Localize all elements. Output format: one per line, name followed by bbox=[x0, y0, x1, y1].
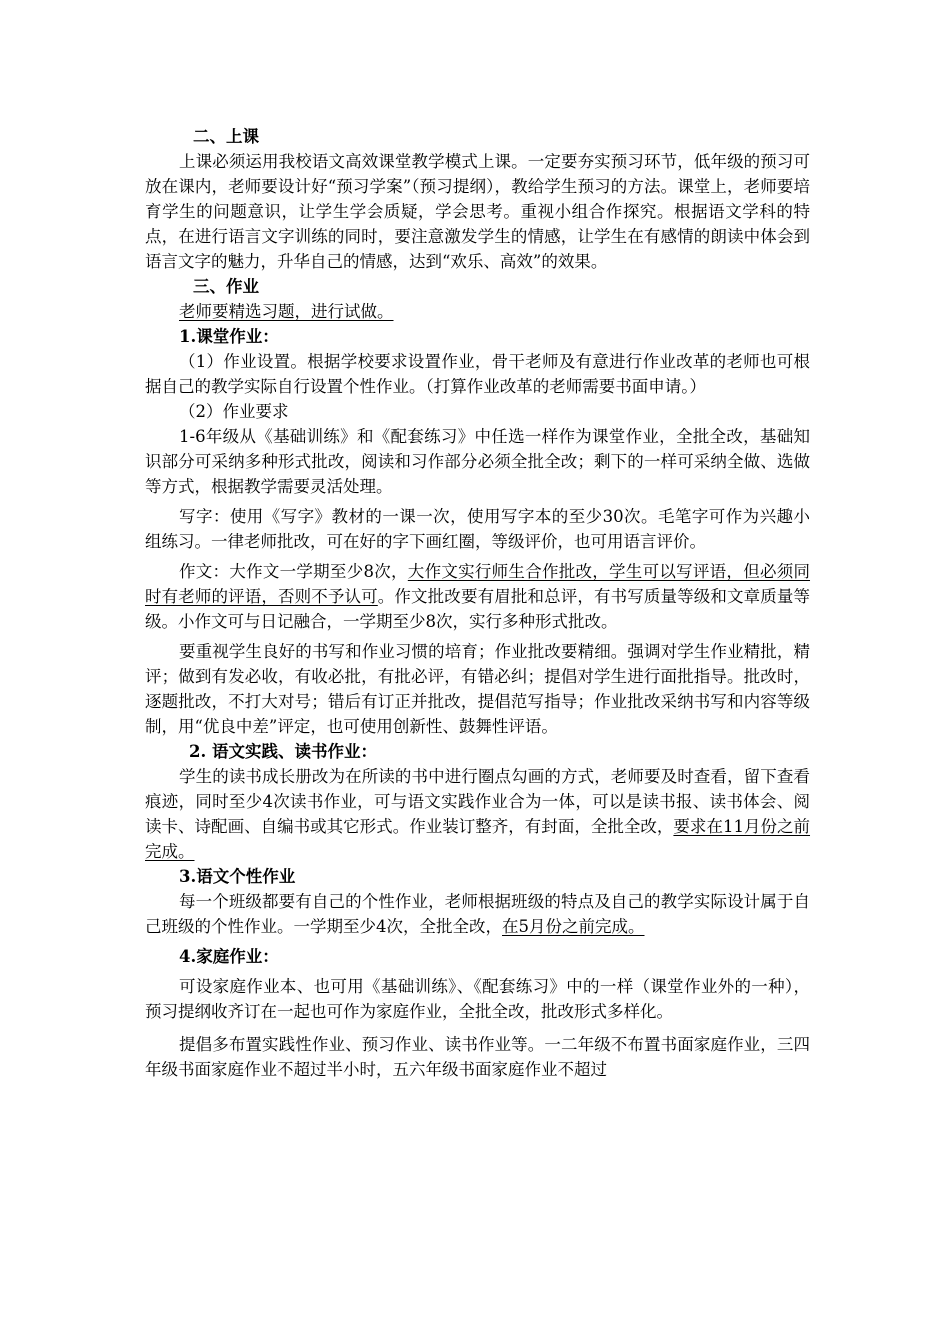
paragraph-classwork-req-title: （2）作业要求 bbox=[179, 402, 289, 421]
subheading-family: 4.家庭作业： bbox=[179, 947, 279, 966]
subheading-reading: 2. 语文实践、读书作业： bbox=[189, 742, 377, 761]
section-heading-class: 二、上课 bbox=[193, 127, 259, 146]
paragraph-habits: 要重视学生良好的书写和作业习惯的培育；作业批改要精细。强调对学生作业精批，精评；做到有发必收，有收必批，有批必评，有错必纠；提倡对学生进行面批指导。批改时，逐题批改，不打大对号；错后有订正并批改，提倡范写指导；作业批改采纳书写和内容等级制，用“优良中差”评定，也可使用创新性、鼓舞性评语。 bbox=[145, 642, 810, 736]
paragraph-homework-intro bbox=[145, 299, 810, 324]
section-heading-homework: 三、作业 bbox=[193, 277, 259, 296]
underlined-reading-deadline: 要求在11月份之前完成。 bbox=[145, 817, 811, 861]
underlined-composition: 大作文实行师生合作批改，学生可以写评语，但必须同时有老师的评语，否则不予认可 bbox=[145, 562, 811, 606]
paragraph-classwork-setup: （1）作业设置。根据学校要求设置作业，骨干老师及有意进行作业改革的老师也可根据自己的教学实际自行设置个性作业。（打算作业改革的老师需要书面申请。） bbox=[145, 352, 810, 396]
subheading-personal: 3.语文个性作业 bbox=[179, 867, 296, 886]
paragraph-classwork-req: 1-6年级从《基础训练》和《配套练习》中任选一样作为课堂作业，全批全改，基础知识部分可采纳多种形式批改，阅读和习作部分必须全批全改；剩下的一样可采纳全做、选做等方式，根据教学需要灵活处理。 bbox=[145, 427, 810, 496]
paragraph-composition: 作文：大作文一学期至少8次，大作文实行师生合作批改，学生可以写评语，但必须同时有老师的评语，否则不予认可。作文批改要有眉批和总评，有书写质量等级和文章质量等级。小作文可与日记融合，一学期至少8次，实行多种形式批改。 bbox=[145, 562, 811, 631]
paragraph-class: 上课必须运用我校语文高效课堂教学模式上课。一定要夯实预习环节，低年级的预习可放在课内，老师要设计好“预习学案”（预习提纲），教给学生预习的方法。课堂上，老师要培育学生的问题意识，让学生学会质疑，学会思考。重视小组合作探究。根据语文学科的特点，在进行语言文字训练的同时，要注意激发学生的情感，让学生在有感情的朗读中体会到语言文字的魅力，升华自己的情感，达到“欢乐、高效”的效果。 bbox=[145, 152, 810, 271]
paragraph-personal: 每一个班级都要有自己的个性作业，老师根据班级的特点及自己的教学实际设计属于自己班级的个性作业。一学期至少4次，全批全改，在5月份之前完成。 bbox=[145, 892, 810, 936]
underlined-intro: 老师要精选习题，进行试做。 bbox=[179, 302, 394, 321]
paragraph-writing: 写字：使用《写字》教材的一课一次，使用写字本的至少30次。毛笔字可作为兴趣小组练习。一律老师批改，可在好的字下画红圈，等级评价，也可用语言评价。 bbox=[145, 507, 810, 551]
paragraph-family-2: 提倡多布置实践性作业、预习作业、读书作业等。一二年级不布置书面家庭作业，三四年级书面家庭作业不超过半小时，五六年级书面家庭作业不超过 bbox=[145, 1035, 810, 1079]
document-page bbox=[145, 124, 810, 1082]
subheading-classwork: 1.课堂作业： bbox=[179, 327, 279, 346]
paragraph-reading: 学生的读书成长册改为在所读的书中进行圈点勾画的方式，老师要及时查看，留下查看痕迹，同时至少4次读书作业，可与语文实践作业合为一体，可以是读书报、读书体会、阅读卡、诗配画、自编书或其它形式。作业装订整齐，有封面，全批全改，要求在11月份之前完成。 bbox=[145, 767, 811, 861]
paragraph-family-1: 可设家庭作业本、也可用《基础训练》、《配套练习》中的一样（课堂作业外的一种），预习提纲收齐订在一起也可作为家庭作业，全批全改，批改形式多样化。 bbox=[145, 977, 810, 1021]
underlined-personal-deadline: 在5月份之前完成。 bbox=[502, 917, 645, 936]
